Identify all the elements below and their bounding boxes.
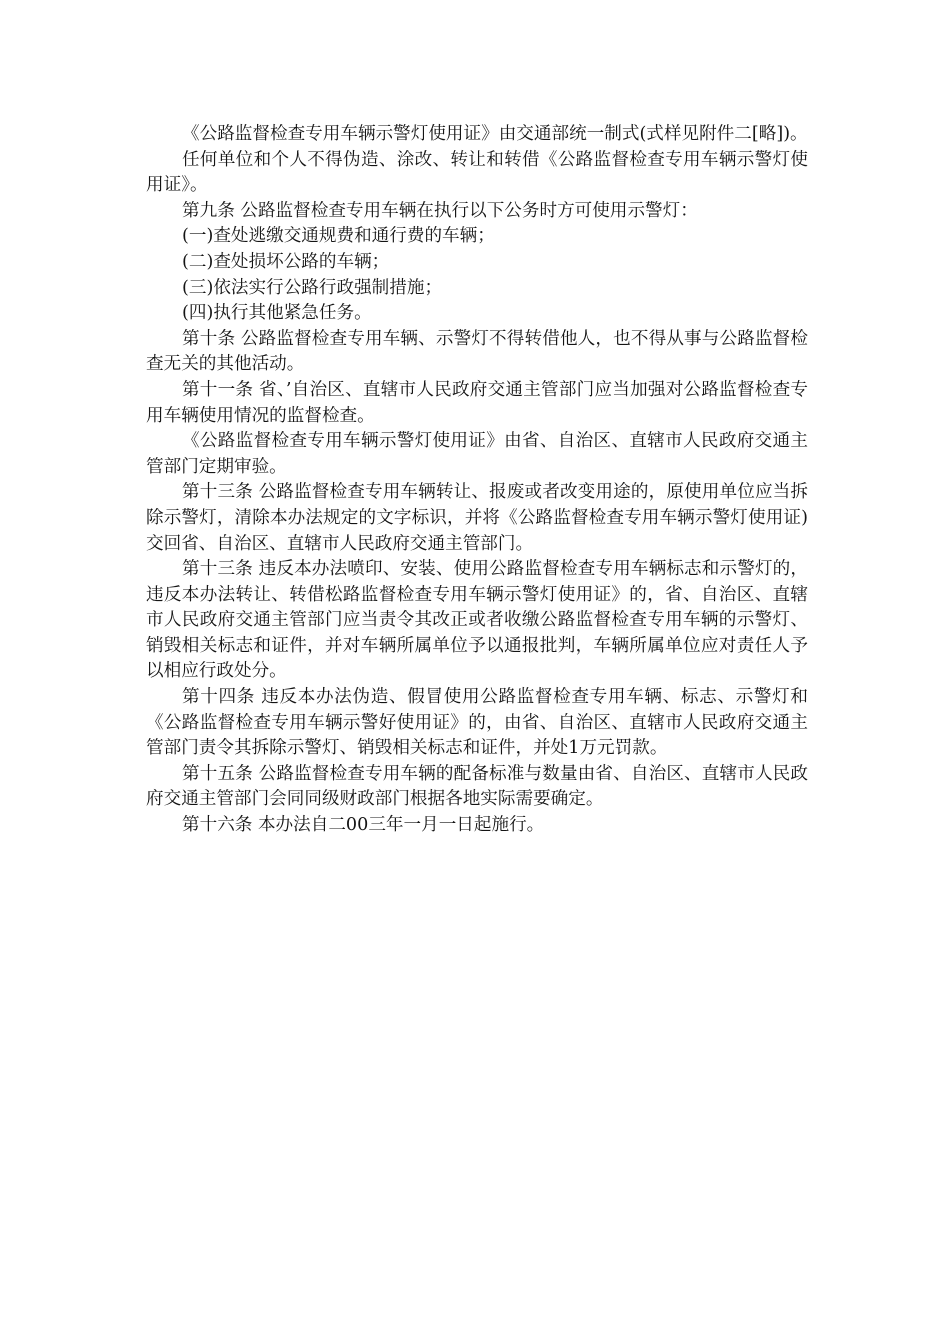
paragraph-article-11: 第十一条 省、’自治区、直辖市人民政府交通主管部门应当加强对公路监督检查专用车辆使用情况的监督检查。 [146,379,808,426]
paragraph-certificate-format: 《公路监督检查专用车辆示警灯使用证》由交通部统一制式(式样见附件二[略])。 [182,124,808,144]
paragraph-article-13-violation: 第十三条 违反本办法喷印、安装、使用公路监督检查专用车辆标志和示警灯的，违反本办法转让、转借松路监督检查专用车辆示警灯使用证》的，省、自治区、直辖市人民政府交通主管部门应当责令其改正或者收缴公路监督检查专用车辆的示警灯、销毁相关标志和证件，并对车辆所属单位予以通报批判，车辆所属单位应对责任人予以相应行政处分。 [146,559,808,682]
paragraph-article-9: 第九条 公路监督检查专用车辆在执行以下公务时方可使用示警灯： [182,200,698,221]
paragraph-article-14: 第十四条 违反本办法伪造、假冒使用公路监督检查专用车辆、标志、示警灯和《公路监督检查专用车辆示警好使用证》的，由省、自治区、直辖市人民政府交通主管部门责令其拆除示警灯、销毁相关标志和证件，并处1万元罚款。 [146,687,808,759]
paragraph-item-2: (二)查处损坏公路的车辆； [182,251,390,272]
paragraph-article-13-transfer: 第十三条 公路监督检查专用车辆转让、报废或者改变用途的，原使用单位应当拆除示警灯，清除本办法规定的文字标识，并将《公路监督检查专用车辆示警灯使用证)交回省、自治区、直辖市人民政府交通主管部门。 [146,482,808,554]
paragraph-no-forgery: 任何单位和个人不得伪造、涂改、转让和转借《公路监督检查专用车辆示警灯使用证》。 [146,149,808,196]
paragraph-article-16: 第十六条 本办法自二00三年一月一日起施行。 [182,815,545,836]
paragraph-item-4: (四)执行其他紧急任务。 [182,303,372,324]
paragraph-item-1: (一)查处逃缴交通规费和通行费的车辆； [182,226,495,247]
paragraph-periodic-review: 《公路监督检查专用车辆示警灯使用证》由省、自治区、直辖市人民政府交通主管部门定期审验。 [146,431,808,477]
paragraph-article-10: 第十条 公路监督检查专用车辆、示警灯不得转借他人，也不得从事与公路监督检查无关的其他活动。 [146,328,808,375]
document-body [146,122,808,839]
paragraph-article-15: 第十五条 公路监督检查专用车辆的配备标准与数量由省、自治区、直辖市人民政府交通主管部门会同同级财政部门根据各地实际需要确定。 [146,763,808,810]
paragraph-item-3: (三)依法实行公路行政强制措施； [182,277,443,298]
